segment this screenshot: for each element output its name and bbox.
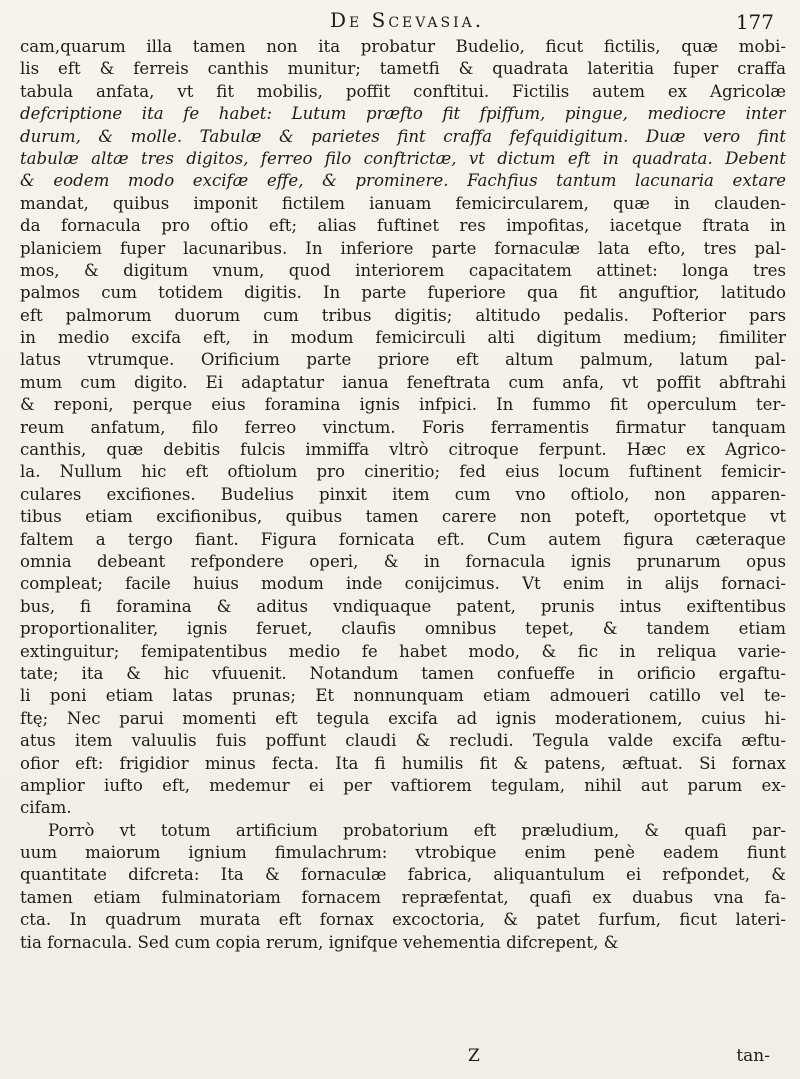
text-line: la. Nullum hic eft oftiolum pro cineritio; fed eius locum fuftinent femicir- [20,462,786,482]
text-line: cifam. [20,798,72,818]
text-line: & eodem modo excifæ effe, & prominere. Fachfius tantum lacunaria extare [20,171,786,191]
text-line: culares excifiones. Budelius pinxit item cum vno oftiolo, non apparen- [20,484,786,504]
running-title: De Scevasia. [330,8,485,32]
text-line: eft palmorum duorum cum tribus digitis; altitudo pedalis. Pofterior pars [20,305,786,325]
text-line: ftę; Nec parui momenti eft tegula excifa ad ignis moderationem, cuius hi- [20,708,786,728]
text-line: atus item valuulis fuis poffunt claudi & recludi. Tegula valde excifa æftu- [20,731,786,751]
text-line: tate; ita & hic vfuuenit. Notandum tamen confueffe in orificio ergaftu- [20,663,786,683]
text-line: tabulæ altæ tres digitos, ferreo filo conftrictæ, vt dictum eft in quadrata. Debent [20,148,786,168]
text-line: extinguitur; femipatentibus medio fe habet modo, & fic in reliqua varie- [20,641,786,661]
text-line: cta. In quadrum murata eft fornax excoctoria, & patet furfum, ficut lateri- [20,910,786,930]
text-line: mos, & digitum vnum, quod interiorem capacitatem attinet: longa tres [20,260,786,280]
text-line: palmos cum totidem digitis. In parte fuperiore qua fit anguftior, latitudo [20,283,786,303]
text-line: amplior iufto eft, medemur ei per vaftiorem tegulam, nihil aut parum ex- [20,775,786,795]
text-line: in medio excifa eft, in modum femicirculi alti digitum medium; fimiliter [20,328,786,348]
text-line: tia fornacula. Sed cum copia rerum, ignifque vehementia difcrepent, & [20,932,619,952]
text-line: & reponi, perque eius foramina ignis infpici. In fummo fit operculum ter- [20,395,786,415]
catchword: tan- [736,1046,770,1066]
body-text [20,36,786,954]
text-line: omnia debeant refpondere operi, & in fornacula ignis prunarum opus [20,551,786,571]
text-line: ofior eft: frigidior minus fecta. Ita fi humilis fit & patens, æftuat. Si fornax [20,753,786,773]
text-line: lis eft & ferreis canthis munitur; tametfi & quadrata lateritia fuper craffa [20,59,786,79]
text-line: durum, & molle. Tabulæ & parietes fint craffa fefquidigitum. Duæ vero fint [20,126,786,146]
text-line: quantitate difcreta: Ita & fornaculæ fabrica, aliquantulum ei refpondet, & [20,865,786,885]
text-line: tabula anfata, vt fit mobilis, poffit conftitui. Fictilis autem ex Agricolæ [20,81,786,101]
text-line: da fornacula pro oftio eft; alias fuftinet res impofitas, iacetque ftrata in [20,216,786,236]
text-line: Porrò vt totum artificium probatorium eft præludium, & quafi par- [48,820,786,840]
text-line: cam,quarum illa tamen non ita probatur Budelio, ficut fictilis, quæ mobi- [20,37,786,56]
text-line: proportionaliter, ignis feruet, claufis omnibus tepet, & tandem etiam [20,619,786,639]
text-line: planiciem fuper lacunaribus. In inferiore parte fornaculæ lata efto, tres pal- [20,238,786,258]
text-line: reum anfatum, filo ferreo vinctum. Foris ferramentis firmatur tanquam [20,417,786,437]
text-line: canthis, quæ debitis fulcis immiffa vltrò citroque ferpunt. Hæc ex Agrico- [20,440,786,460]
text-line: latus vtrumque. Orificium parte priore eft altum palmum, latum pal- [20,350,786,370]
running-head [0,8,800,36]
text-line: mandat, quibus imponit fictilem ianuam femicircularem, quæ in clauden- [20,193,786,213]
text-line: li poni etiam latas prunas; Et nonnunquam etiam admoueri catillo vel te- [20,686,786,706]
text-line: bus, fi foramina & aditus vndiquaque patent, prunis intus exiftentibus [20,596,786,616]
text-line: tamen etiam fulminatoriam fornacem repræfentat, quafi ex duabus vna fa- [20,887,786,907]
text-line: mum cum digito. Ei adaptatur ianua feneftrata cum anfa, vt poffit abftrahi [20,372,786,392]
page-footer [0,1046,800,1070]
text-line: compleat; facile huius modum inde conijcimus. Vt enim in alijs fornaci- [20,574,786,594]
text-line: uum maiorum ignium fimulachrum: vtrobique enim penè eadem fiunt [20,843,786,863]
text-line: faltem a tergo fiant. Figura fornicata eft. Cum autem figura cæteraque [20,529,786,549]
page-number: 177 [735,10,774,34]
text-line: tibus etiam excifionibus, quibus tamen carere non poteft, oportetque vt [20,507,786,527]
text-line: defcriptione ita fe habet: Lutum præfto fit fpiffum, pingue, mediocre inter [20,104,786,124]
signature-mark: Z [468,1046,480,1066]
